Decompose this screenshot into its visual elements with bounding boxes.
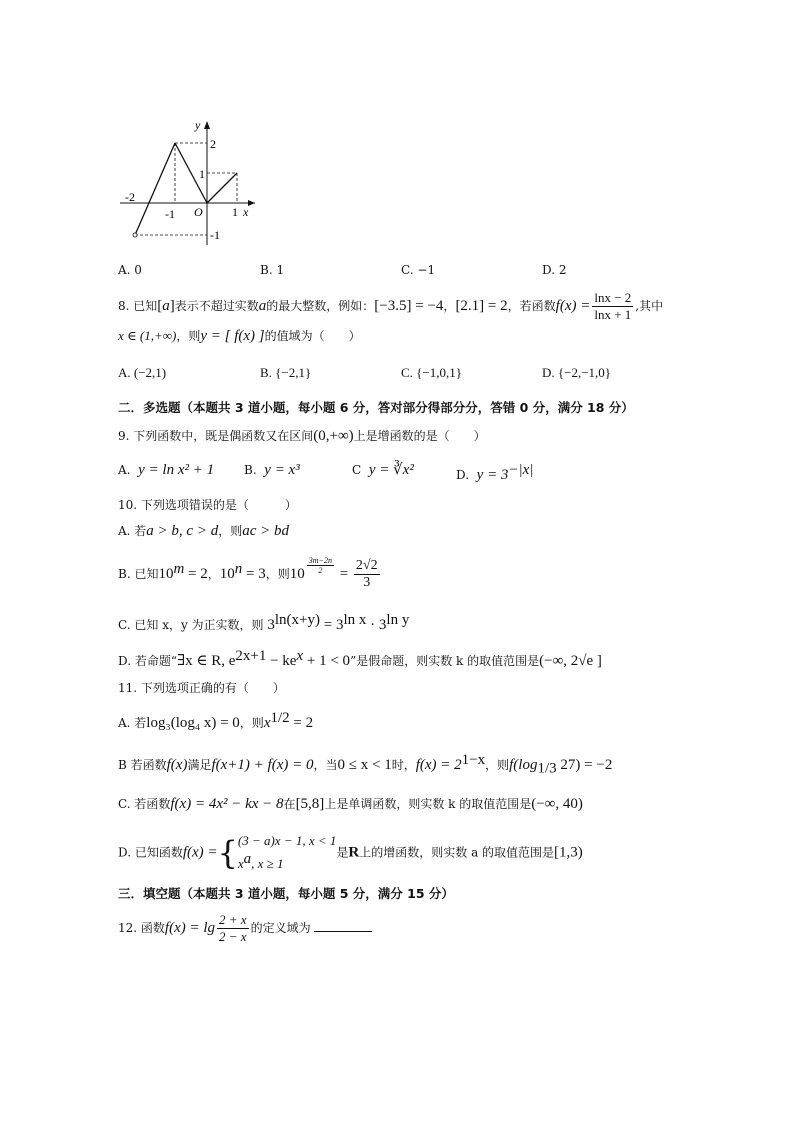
q7-option-a[interactable]: A. 0 xyxy=(118,263,142,277)
q9-option-d[interactable]: D. $y = 3^{-|x|}$ xyxy=(456,462,534,483)
q12-stem: 12. 函数f(x) = lg $\frac{2 + x}{2 - x}$ 的定义域为 xyxy=(118,912,372,945)
graph-tick-2: 2 xyxy=(210,137,216,151)
q7-option-d[interactable]: D. 2 xyxy=(542,263,567,277)
q12-answer-blank[interactable] xyxy=(314,919,372,932)
q10-option-c[interactable]: C. 已知 x，y 为正实数，则 $3^{ln(x+y)} = 3^{ln x} \cdot 3^{ln y}$ xyxy=(118,612,410,633)
graph-tick-neg1-y: -1 xyxy=(210,228,220,242)
q9-option-b[interactable]: B. y = x³ xyxy=(244,462,300,478)
graph-tick-1: 1 xyxy=(199,167,205,181)
q11-stem: 11. 下列选项正确的有（ ） xyxy=(118,681,285,695)
q9-stem: 9. 下列函数中，既是偶函数又在区间(0,+∞)上是增函数的是（ ） xyxy=(118,428,486,444)
section-2-heading: 二．多选题（本题共 3 道小题，每小题 6 分，答对部分得部分分，答错 0 分，满分 18 分） xyxy=(118,400,634,415)
q10-stem: 10. 下列选项错误的是（ ） xyxy=(118,498,297,512)
graph-tick-1-x: 1 xyxy=(232,205,238,219)
graph-tick-neg1-x: -1 xyxy=(165,207,175,221)
q10-option-d[interactable]: D. 若命题“∃x ∈ R, $e^{2x+1} - ke^x + 1 < 0$”是假命题，则实数 k 的取值范围是(−∞, 2√e ] xyxy=(118,648,602,669)
graph-tick-neg2: -2 xyxy=(125,190,135,204)
q8-option-c[interactable]: C. {−1,0,1} xyxy=(401,365,462,380)
section-3-heading: 三．填空题（本题共 3 道小题，每小题 5 分，满分 15 分） xyxy=(118,886,454,901)
q8-option-b[interactable]: B. {−2,1} xyxy=(260,365,312,380)
graph-x-label: x xyxy=(243,205,249,219)
q7-option-b[interactable]: B. 1 xyxy=(260,263,285,277)
q10-option-a[interactable]: A. 若a > b, c > d，则ac > bd xyxy=(118,523,289,539)
q11-option-d[interactable]: D. 已知函数f(x) ={ (3 − a)x − 1, x < 1 $x^a$, x ≥ 1 是R上的增函数，则实数 a 的取值范围是[1,3) xyxy=(118,833,583,872)
q11-option-c[interactable]: C. 若函数f(x) = 4x² − kx − 8在[5,8]上是单调函数，则实数 k 的取值范围是(−∞, 40) xyxy=(118,796,583,812)
q8-option-a[interactable]: A. (−2,1) xyxy=(118,365,167,380)
function-graph xyxy=(115,115,265,255)
q10-option-b[interactable]: B. 已知$10^m = 2$，$10^n = 3$，则10 $\frac{3m-2n}{2}$ = $\frac{2√2}{3}$ xyxy=(118,556,378,590)
q8-option-d[interactable]: D. {−2,−1,0} xyxy=(542,365,612,380)
q8-stem: 8. 已知[a]表示不超过实数a的最大整数，例如：[−3.5] = −4，[2.1] = 2，若函数f(x) = $\frac{\ln x - 2}{\ln x + 1}$ ,其中 xyxy=(118,290,664,322)
q11-option-a[interactable]: A. 若log₃(log₄ x) = 0，则$x^{1/2} = 2$ xyxy=(118,710,314,731)
q9-option-c[interactable]: C y = ∛x² xyxy=(352,462,414,478)
graph-origin: O xyxy=(194,205,203,219)
q9-option-a[interactable]: A. y = ln x² + 1 xyxy=(118,462,215,478)
q7-option-c[interactable]: C. −1 xyxy=(401,263,436,277)
q11-option-b[interactable]: B 若函数f(x)满足f(x+1) + f(x) = 0，当0 ≤ x < 1时，$f(x) = 2^{1-x}$，则$f(\log_{1/3}$ 27) = −2 xyxy=(118,752,613,777)
q8-stem-line2: x ∈ (1,+∞)，则y = [ f(x) ]的值域为（ ） xyxy=(118,328,361,344)
graph-y-label: y xyxy=(195,118,201,132)
